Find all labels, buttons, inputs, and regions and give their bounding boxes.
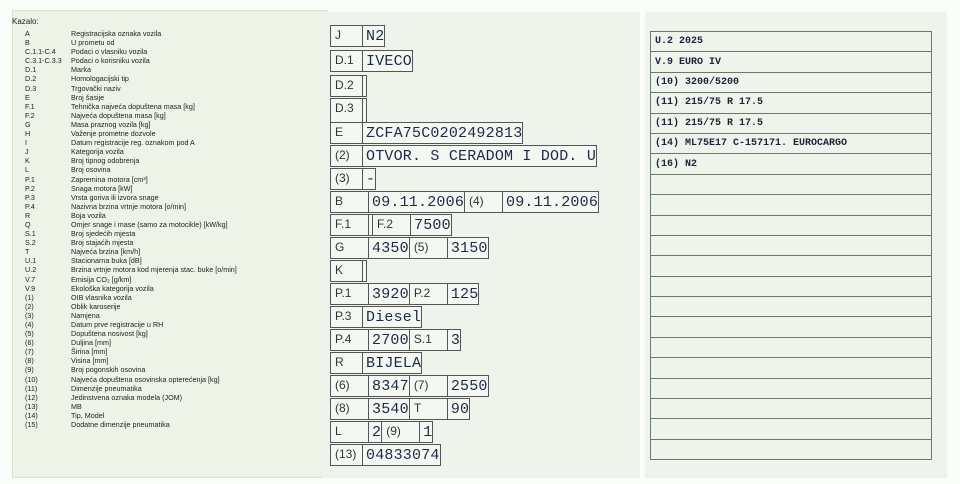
additional-row	[651, 256, 932, 276]
legend-row	[12, 275, 312, 284]
legend-desc: U prometu od	[71, 38, 115, 48]
legend-desc: Tip, Model	[71, 410, 105, 420]
additional-row	[651, 195, 932, 215]
legend-row	[12, 165, 312, 174]
legend-desc: Važenje prometne dozvole	[71, 129, 156, 139]
legend-code: V.9	[25, 283, 36, 293]
legend-row	[12, 265, 312, 274]
legend-row	[12, 247, 312, 256]
legend-row	[12, 384, 312, 393]
legend-row	[12, 220, 312, 229]
legend-code: (12)	[25, 392, 38, 402]
legend-code: (10)	[25, 374, 38, 384]
legend-code: C.3.1-C.3.3	[25, 56, 62, 66]
legend-desc: Registracijska oznaka vozila	[71, 29, 162, 38]
additional-cell	[651, 337, 932, 357]
additional-cell: (10) 3200/5200	[651, 72, 932, 92]
field-J: J N2	[330, 25, 385, 47]
legend-desc: Stacionarna buka [dB]	[71, 256, 142, 266]
legend-code: (3)	[25, 310, 34, 320]
additional-cell	[651, 276, 932, 296]
legend-row	[12, 302, 312, 311]
legend-code: F.2	[25, 110, 35, 120]
legend-title: Kazalo:	[12, 17, 39, 26]
field-G-5: G 4350 (5) 3150	[330, 237, 489, 259]
additional-row	[651, 419, 932, 439]
additional-cell: (11) 215/75 R 17.5	[651, 93, 932, 113]
legend-code: (13)	[25, 401, 38, 411]
field-L-9: L 2 (9) 1	[330, 421, 433, 443]
legend-code: S.1	[25, 229, 36, 239]
legend-code: (4)	[25, 320, 34, 329]
legend-row	[12, 147, 312, 156]
legend-row	[12, 356, 312, 365]
legend-code: C.1.1-C.4	[25, 47, 56, 57]
legend-desc: Zapremina motora [cm³]	[71, 174, 148, 184]
additional-row	[651, 235, 932, 255]
additional-row	[651, 378, 932, 398]
legend-row	[12, 202, 312, 211]
legend-row	[12, 120, 312, 129]
legend-desc: Dimenzije pneumatika	[71, 383, 142, 393]
legend-code: R	[25, 210, 31, 220]
field-P3: P.3 Diesel	[330, 306, 422, 328]
legend-row	[12, 320, 312, 329]
additional-row	[651, 52, 932, 72]
additional-row	[651, 276, 932, 296]
additional-cell	[651, 174, 932, 194]
legend-desc: Broj pogonskih osovina	[71, 365, 146, 375]
legend-row	[12, 111, 312, 120]
additional-row	[651, 32, 932, 52]
legend-desc: Tehnička najveća dopuštena masa [kg]	[71, 101, 195, 111]
additional-cell	[651, 399, 932, 419]
legend-code: I	[25, 138, 27, 148]
legend-desc: Jedinstvena oznaka modela (JOM)	[71, 392, 183, 402]
legend-desc: Visina [mm]	[71, 356, 109, 366]
legend-desc: Namjena	[71, 310, 100, 320]
legend-code: (8)	[25, 356, 34, 366]
legend-code: (7)	[25, 347, 34, 357]
field-P1-P2: P.1 3920 P.2 125	[330, 283, 479, 305]
legend-row	[12, 93, 312, 102]
legend-code: D.2	[25, 74, 37, 84]
legend-row	[12, 238, 312, 247]
additional-cell: (16) N2	[651, 154, 932, 174]
legend-code: (2)	[25, 301, 34, 311]
field-D2: D.2	[330, 75, 367, 97]
additional-cell	[651, 439, 932, 459]
legend-code: S.2	[25, 238, 36, 248]
field-body-shape: (2) OTVOR. S CERADOM I DOD. U	[330, 145, 597, 167]
legend-desc: Marka	[71, 65, 91, 75]
additional-row	[651, 154, 932, 174]
legend-row	[12, 47, 312, 56]
additional-cell	[651, 378, 932, 398]
legend-code: P.3	[25, 192, 35, 202]
legend-code: L	[25, 165, 29, 175]
legend-desc: Najveća brzina [km/h]	[71, 247, 141, 257]
legend-desc: Dodatne dimenzije pneumatika	[71, 420, 170, 430]
legend-row	[12, 29, 312, 38]
additional-row	[651, 358, 932, 378]
legend-row	[12, 175, 312, 184]
legend-code: H	[25, 129, 31, 139]
legend-code: E	[25, 92, 30, 102]
legend-desc: Homologacijski tip	[71, 74, 129, 84]
legend-code: (5)	[25, 329, 34, 339]
legend-row	[12, 74, 312, 83]
legend-desc: Omjer snage i mase (samo za motocikle) [kW/kg]	[71, 219, 228, 229]
additional-cell	[651, 195, 932, 215]
legend-code: K	[25, 156, 30, 166]
additional-cell	[651, 215, 932, 235]
legend-desc: Podaci o korisniku vozila	[71, 56, 150, 66]
legend-desc: Boja vozila	[71, 210, 106, 220]
additional-row	[651, 439, 932, 459]
legend-code: V.7	[25, 274, 36, 284]
additional-row	[651, 72, 932, 92]
additional-cell	[651, 256, 932, 276]
legend-row	[12, 311, 312, 320]
legend-desc: Ekološka kategorija vozila	[71, 283, 154, 293]
legend-code: A	[25, 29, 30, 38]
legend-code: T	[25, 247, 30, 257]
legend-row	[12, 329, 312, 338]
legend-row	[12, 65, 312, 74]
legend-code: U.2	[25, 265, 37, 275]
additional-cell	[651, 235, 932, 255]
legend-row	[12, 184, 312, 193]
legend-row	[12, 393, 312, 402]
additional-row	[651, 317, 932, 337]
legend-desc: Podaci o vlasniku vozila	[71, 47, 148, 57]
legend-desc: Datum prve registracije u RH	[71, 320, 164, 329]
legend-desc: Broj stajaćih mjesta	[71, 238, 134, 248]
legend-desc: Najveća dopuštena masa [kg]	[71, 110, 166, 120]
legend-desc: Duljina [mm]	[71, 338, 111, 348]
legend-desc: Vrsta goriva ili izvora snage	[71, 192, 159, 202]
additional-row	[651, 215, 932, 235]
field-purpose: (3) -	[330, 168, 376, 190]
legend-code: (14)	[25, 410, 38, 420]
legend-desc: MB	[71, 401, 82, 411]
legend-code: Q	[25, 219, 31, 229]
legend-desc: Emisija CO₂ [g/km]	[71, 274, 132, 284]
legend-code: D.3	[25, 83, 37, 93]
legend-row	[12, 193, 312, 202]
additional-cell: (14) ML75E17 C-157171. EUROCARGO	[651, 133, 932, 153]
additional-cell	[651, 317, 932, 337]
legend-desc: Najveća dopuštena osovinska opterećenja [kg]	[71, 374, 220, 384]
additional-row	[651, 174, 932, 194]
field-6-7: (6) 8347 (7) 2550	[330, 375, 489, 397]
legend-desc: Širina [mm]	[71, 347, 108, 357]
legend-desc: Nazivna brzina vrtnje motora [o/min]	[71, 201, 187, 211]
legend-row	[12, 365, 312, 374]
legend-code: (15)	[25, 420, 38, 430]
legend-code: (11)	[25, 383, 38, 393]
additional-data-table	[650, 31, 932, 460]
field-F1-F2: F.1 F.2 7500	[330, 214, 452, 236]
legend-row	[12, 411, 312, 420]
field-13: (13) 04833074	[330, 444, 441, 466]
legend-code: D.1	[25, 65, 37, 75]
legend-desc: OIB vlasnika vozila	[71, 292, 132, 302]
legend-code: J	[25, 147, 29, 157]
legend-code: F.1	[25, 101, 35, 111]
legend-row	[12, 256, 312, 265]
legend-code: P.4	[25, 201, 35, 211]
field-D1: D.1 IVECO	[330, 50, 413, 72]
legend-row	[12, 420, 312, 429]
legend-row	[12, 84, 312, 93]
legend-row	[12, 156, 312, 165]
additional-row	[651, 297, 932, 317]
field-R: R BIJELA	[330, 352, 422, 374]
additional-cell	[651, 419, 932, 439]
field-P4-S1: P.4 2700 S.1 3	[330, 329, 461, 351]
legend-row	[12, 338, 312, 347]
legend-desc: Broj tipnog odobrenja	[71, 156, 140, 166]
additional-cell: (11) 215/75 R 17.5	[651, 113, 932, 133]
field-E: E ZCFA75C0202492813	[330, 122, 523, 144]
legend-row	[12, 211, 312, 220]
legend-row	[12, 284, 312, 293]
legend-desc: Brzina vrtnje motora kod mjerenja stac. buke [o/min]	[71, 265, 237, 275]
legend-desc: Datum registracije reg. oznakom pod A	[71, 138, 195, 148]
field-B-4: B 09.11.2006 (4) 09.11.2006	[330, 191, 599, 213]
legend-code: (9)	[25, 365, 34, 375]
legend-row	[12, 138, 312, 147]
legend-code: U.1	[25, 256, 37, 266]
legend-code: (6)	[25, 338, 34, 348]
legend-code: (1)	[25, 292, 34, 302]
legend-code: G	[25, 119, 31, 129]
legend-desc: Oblik karoserije	[71, 301, 121, 311]
additional-cell	[651, 297, 932, 317]
additional-cell: U.2 2025	[651, 32, 932, 52]
additional-row	[651, 399, 932, 419]
legend-row	[12, 293, 312, 302]
legend-code: B	[25, 38, 30, 48]
legend-row	[12, 229, 312, 238]
legend-row	[12, 38, 312, 47]
legend-desc: Snaga motora [kW]	[71, 183, 133, 193]
additional-cell	[651, 358, 932, 378]
additional-cell: V.9 EURO IV	[651, 52, 932, 72]
legend-desc: Masa praznog vozila [kg]	[71, 119, 151, 129]
legend-row	[12, 102, 312, 111]
legend-row	[12, 347, 312, 356]
additional-row	[651, 133, 932, 153]
legend-row	[12, 56, 312, 65]
legend-row	[12, 402, 312, 411]
legend-row	[12, 129, 312, 138]
legend-desc: Broj osovina	[71, 165, 111, 175]
legend-desc: Trgovački naziv	[71, 83, 121, 93]
additional-row	[651, 93, 932, 113]
legend-desc: Broj sjedećih mjesta	[71, 229, 136, 239]
legend-code: P.1	[25, 174, 35, 184]
legend-code: P.2	[25, 183, 35, 193]
legend-desc: Kategorija vozila	[71, 147, 124, 157]
legend-desc: Broj šasije	[71, 92, 105, 102]
field-K: K	[330, 260, 367, 282]
additional-row	[651, 337, 932, 357]
legend-row	[12, 375, 312, 384]
legend-list	[12, 29, 312, 429]
field-8-T: (8) 3540 T 90	[330, 398, 470, 420]
field-D3: D.3	[330, 98, 367, 125]
legend-desc: Dopuštena nosivost [kg]	[71, 329, 148, 339]
additional-row	[651, 113, 932, 133]
